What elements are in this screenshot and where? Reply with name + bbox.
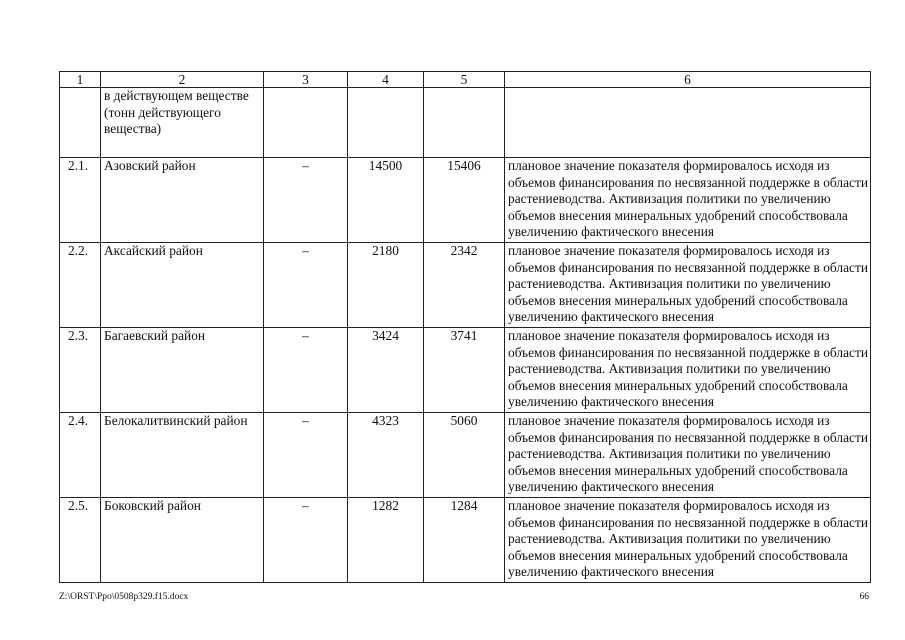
- explanation-note: плановое значение показателя формировалось исходя из объемов финансирования по несвязанной поддержке в области растениеводства. Активизация политики по увеличению объемов внесения минеральных удобрений способствовала увеличению фактического внесения: [505, 498, 871, 583]
- continuation-name-cell: в действующем веществе (тонн действующего вещества): [101, 88, 264, 158]
- explanation-note: плановое значение показателя формировалось исходя из объемов финансирования по несвязанной поддержке в области растениеводства. Активизация политики по увеличению объемов внесения минеральных удобрений способствовала увеличению фактического внесения: [505, 413, 871, 498]
- column-number-4: 4: [348, 72, 424, 88]
- column-5-value: 5060: [424, 413, 505, 498]
- column-3-value: –: [264, 243, 348, 328]
- column-5-value: 1284: [424, 498, 505, 583]
- column-number-2: 2: [101, 72, 264, 88]
- row-number: 2.1.: [60, 158, 101, 243]
- district-name: Азовский район: [101, 158, 264, 243]
- column-5-value: 3741: [424, 328, 505, 413]
- column-number-6: 6: [505, 72, 871, 88]
- continuation-cell-num: [60, 88, 101, 158]
- row-number: 2.5.: [60, 498, 101, 583]
- district-name: Багаевский район: [101, 328, 264, 413]
- footer-file-path: Z:\ORST\Ppo\0508p329.f15.docx: [59, 592, 189, 602]
- table-row: [60, 498, 871, 583]
- row-number: 2.3.: [60, 328, 101, 413]
- district-name: Боковский район: [101, 498, 264, 583]
- continuation-cell-6: [505, 88, 871, 158]
- continuation-cell-4: [348, 88, 424, 158]
- table-row: [60, 328, 871, 413]
- column-3-value: –: [264, 158, 348, 243]
- column-number-5: 5: [424, 72, 505, 88]
- district-name: Белокалитвинский район: [101, 413, 264, 498]
- explanation-note: плановое значение показателя формировалось исходя из объемов финансирования по несвязанной поддержке в области растениеводства. Активизация политики по увеличению объемов внесения минеральных удобрений способствовала увеличению фактического внесения: [505, 158, 871, 243]
- column-5-value: 2342: [424, 243, 505, 328]
- column-4-value: 3424: [348, 328, 424, 413]
- column-5-value: 15406: [424, 158, 505, 243]
- column-number-1: 1: [60, 72, 101, 88]
- continuation-cell-5: [424, 88, 505, 158]
- district-name: Аксайский район: [101, 243, 264, 328]
- row-number: 2.2.: [60, 243, 101, 328]
- column-number-3: 3: [264, 72, 348, 88]
- continuation-row: [60, 88, 871, 158]
- table-row: [60, 158, 871, 243]
- continuation-cell-3: [264, 88, 348, 158]
- column-3-value: –: [264, 498, 348, 583]
- report-table: [59, 71, 871, 583]
- table-row: [60, 243, 871, 328]
- explanation-note: плановое значение показателя формировалось исходя из объемов финансирования по несвязанной поддержке в области растениеводства. Активизация политики по увеличению объемов внесения минеральных удобрений способствовала увеличению фактического внесения: [505, 328, 871, 413]
- column-4-value: 2180: [348, 243, 424, 328]
- column-3-value: –: [264, 328, 348, 413]
- table-row: [60, 413, 871, 498]
- column-4-value: 14500: [348, 158, 424, 243]
- explanation-note: плановое значение показателя формировалось исходя из объемов финансирования по несвязанной поддержке в области растениеводства. Активизация политики по увеличению объемов внесения минеральных удобрений способствовала увеличению фактического внесения: [505, 243, 871, 328]
- column-4-value: 4323: [348, 413, 424, 498]
- footer-page-number: 66: [859, 592, 869, 602]
- column-number-row: [60, 72, 871, 88]
- column-3-value: –: [264, 413, 348, 498]
- column-4-value: 1282: [348, 498, 424, 583]
- row-number: 2.4.: [60, 413, 101, 498]
